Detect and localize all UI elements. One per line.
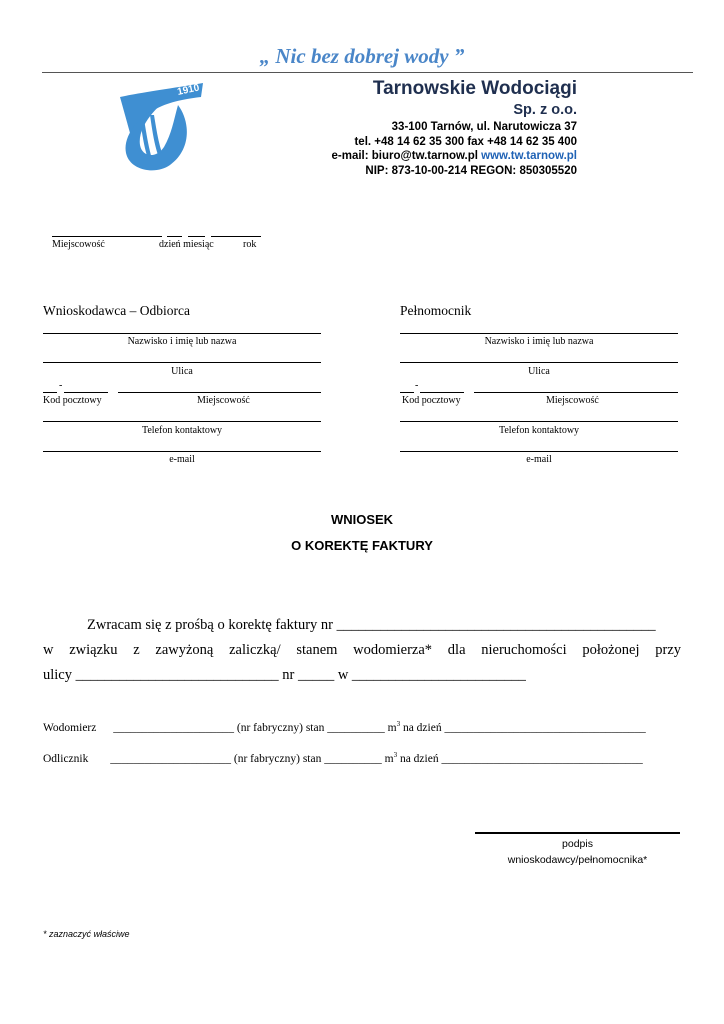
proxy-postal-dash: - <box>415 380 419 391</box>
year-label: rok <box>243 239 257 250</box>
proxy-email-label: e-mail <box>526 454 552 465</box>
company-name: Tarnowskie Wodociągi <box>372 78 577 99</box>
proxy-street-line[interactable] <box>400 362 678 363</box>
meter-label: Wodomierz <box>43 721 97 734</box>
place-line[interactable] <box>52 236 162 237</box>
proxy-email-line[interactable] <box>400 451 678 452</box>
proxy-phone-line[interactable] <box>400 421 678 422</box>
applicant-name-line[interactable] <box>43 333 321 334</box>
company-nip-regon: NIP: 873-10-00-214 REGON: 850305520 <box>365 164 577 177</box>
day-month-label: dzień miesiąc <box>159 239 214 250</box>
month-line[interactable] <box>188 236 205 237</box>
company-address: 33-100 Tarnów, ul. Narutowicza 37 <box>391 121 577 133</box>
proxy-postal-line-a[interactable] <box>400 392 414 393</box>
meter-date-field[interactable]: ___________________________________ <box>444 721 646 734</box>
motto: „ Nic bez dobrej wody ” <box>259 44 465 68</box>
applicant-phone-label: Telefon kontaktowy <box>141 425 223 436</box>
signature-label-2: wnioskodawcy/pełnomocnika* <box>507 854 648 866</box>
company-website: www.tw.tarnow.pl <box>481 150 577 162</box>
applicant-street-line[interactable] <box>43 362 321 363</box>
applicant-email-label: e-mail <box>169 454 195 465</box>
meter-unit: $m^3$ <box>387 720 401 734</box>
proxy-postal-label: Kod pocztowy <box>402 395 461 406</box>
request-line-2: w związku z zawyżoną zaliczką/ stanem wodomierza* dla nieruchomości położonej przy <box>43 642 681 658</box>
applicant-city-line[interactable] <box>118 392 321 393</box>
meter-middle-text: (nr fabryczny) stan <box>236 721 325 734</box>
meter-row-submeter <box>43 751 643 765</box>
meter-serial-field[interactable]: _____________________ <box>113 721 234 734</box>
applicant-postal-dash: - <box>59 380 63 391</box>
proxy-postal-line-b[interactable] <box>420 392 464 393</box>
applicant-postal-line-a[interactable] <box>43 392 57 393</box>
document-subtitle: O KOREKTĘ FAKTURY <box>291 538 433 553</box>
logo-year: 1910 <box>176 82 201 98</box>
meter-date-field[interactable]: ___________________________________ <box>441 752 643 765</box>
company-phone-fax: tel. +48 14 62 35 300 fax +48 14 62 35 400 <box>354 135 577 148</box>
meter-reading-field[interactable]: __________ <box>327 721 385 734</box>
meter-middle-text: (nr fabryczny) stan <box>233 752 322 765</box>
meter-serial-field[interactable]: _____________________ <box>110 752 231 765</box>
meter-reading-field[interactable]: __________ <box>324 752 382 765</box>
place-label: Miejscowość <box>52 239 105 250</box>
applicant-heading: Wnioskodawca – Odbiorca <box>43 303 190 318</box>
meter-row-water <box>43 720 646 734</box>
applicant-postal-label: Kod pocztowy <box>43 395 102 406</box>
meter-date-label: na dzień <box>402 721 442 734</box>
signature-label-1: podpis <box>562 838 593 850</box>
header-divider <box>42 72 693 73</box>
proxy-name-label: Nazwisko i imię lub nazwa <box>484 336 594 347</box>
company-logo <box>108 75 208 180</box>
day-line[interactable] <box>167 236 182 237</box>
company-email: e-mail: biuro@tw.tarnow.pl <box>331 150 482 162</box>
document-title: WNIOSEK <box>330 512 394 527</box>
applicant-postal-line-b[interactable] <box>64 392 108 393</box>
proxy-city-label: Miejscowość <box>546 395 599 406</box>
signature-line[interactable] <box>475 832 680 834</box>
applicant-name-label: Nazwisko i imię lub nazwa <box>127 336 237 347</box>
company-email-web <box>332 149 577 164</box>
proxy-street-label: Ulica <box>528 366 550 377</box>
meter-date-label: na dzień <box>399 752 439 765</box>
proxy-name-line[interactable] <box>400 333 678 334</box>
applicant-phone-line[interactable] <box>43 421 321 422</box>
meter-label: Odlicznik <box>43 752 89 765</box>
request-line-3: ulicy ____________________________ nr _____ w ________________________ <box>43 667 526 683</box>
proxy-heading: Pełnomocnik <box>400 303 472 318</box>
company-block <box>332 78 577 178</box>
applicant-email-line[interactable] <box>43 451 321 452</box>
company-form: Sp. z o.o. <box>513 102 577 118</box>
year-line[interactable] <box>211 236 261 237</box>
proxy-city-line[interactable] <box>474 392 678 393</box>
meter-unit: $m^3$ <box>384 751 398 765</box>
applicant-street-label: Ulica <box>171 366 193 377</box>
water-drop-logo-icon <box>108 75 208 175</box>
request-line-1: Zwracam się z prośbą o korektę faktury nr ____________________________________________ <box>87 617 656 633</box>
footnote: * zaznaczyć właściwe <box>43 929 130 939</box>
proxy-phone-label: Telefon kontaktowy <box>498 425 580 436</box>
applicant-city-label: Miejscowość <box>197 395 250 406</box>
